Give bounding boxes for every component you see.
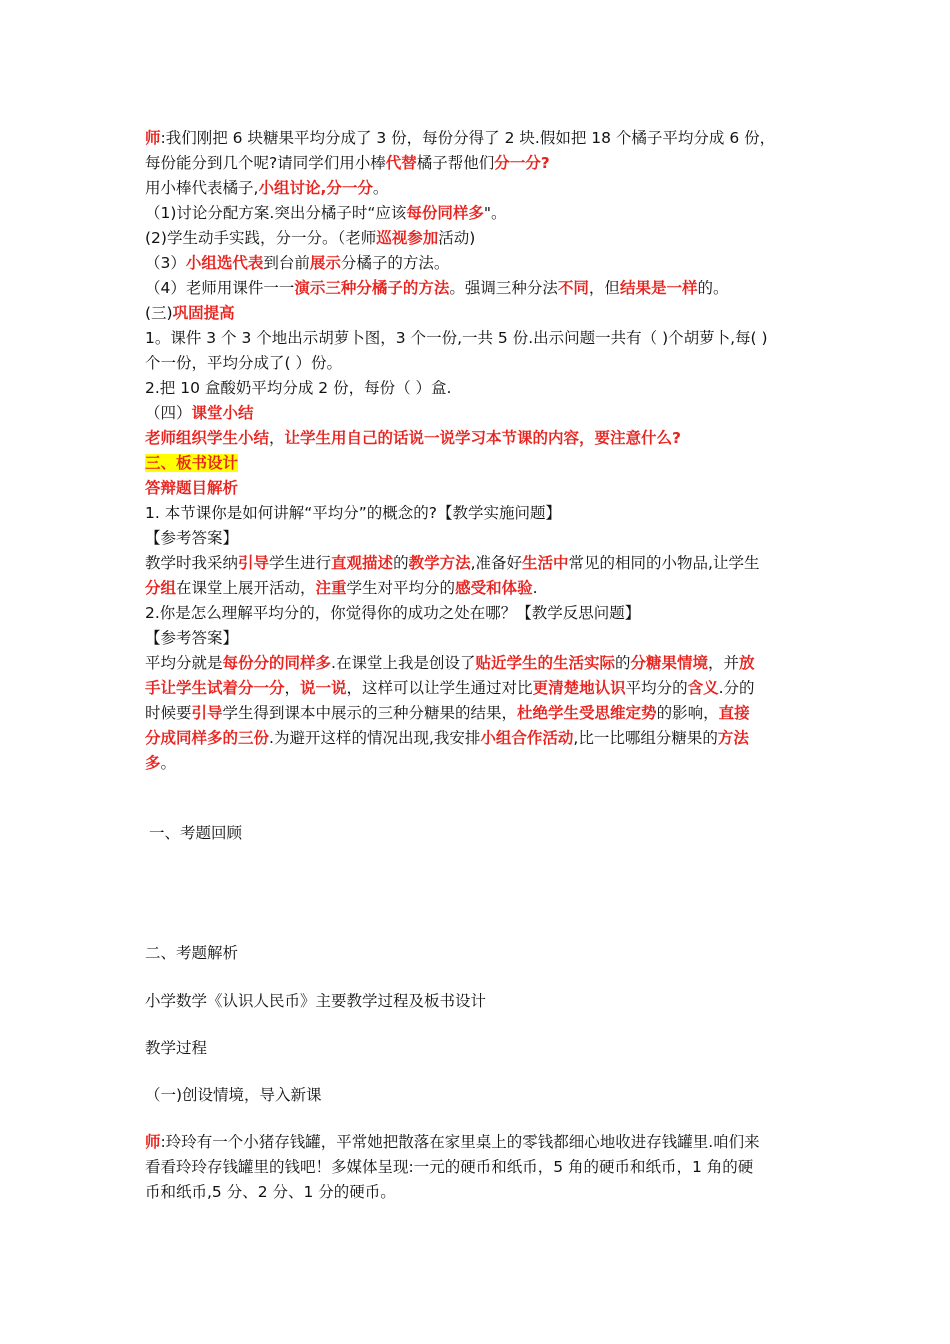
emphasis: 演示三种分橘子的方法 <box>294 279 450 297</box>
line-16 <box>145 502 561 524</box>
line-1 <box>145 127 775 149</box>
emphasis: 代替 <box>385 154 417 172</box>
emphasis: 分一分? <box>494 154 550 172</box>
emphasis: 分糖果情境 <box>630 654 709 672</box>
emphasis: 直观描述 <box>331 554 394 572</box>
text: 的影响， <box>656 704 719 722</box>
line-8 <box>145 302 235 324</box>
line-5 <box>145 227 475 249</box>
speaker-teacher: 师 <box>145 1133 161 1151</box>
text: 的。 <box>697 279 729 297</box>
text: ，这样可以让学生通过对比 <box>346 679 533 697</box>
line-18 <box>145 552 759 574</box>
emphasis: 不同 <box>557 279 589 297</box>
text: 。强调三种分法 <box>449 279 558 297</box>
text: ， <box>284 679 301 697</box>
emphasis: 小组选代表 <box>185 254 264 272</box>
text: 活动) <box>438 229 476 247</box>
line-15 <box>145 477 238 499</box>
emphasis: 小组合作活动 <box>480 729 574 747</box>
line-26 <box>145 752 176 774</box>
text: 教学时我采纳 <box>145 554 239 572</box>
line-10 <box>145 352 342 374</box>
line-33 <box>145 1156 753 1178</box>
line-25 <box>145 727 749 749</box>
text: :我们刚把 6 块糖果平均分成了 3 份，每份分得了 2 块.假如把 18 个橘子平均分成 6 份， <box>160 129 776 147</box>
heading-exam-review <box>149 822 242 844</box>
section-heading: 巩固提高 <box>172 304 235 322</box>
text: .为避开这样的情况出现,我安排 <box>269 729 481 747</box>
heading-teaching-process <box>145 1037 207 1059</box>
line-13 <box>145 427 681 449</box>
text: . <box>532 579 538 597</box>
line-14 <box>145 452 238 474</box>
emphasis: 多 <box>145 754 161 772</box>
section-heading: 答辩题目解析 <box>145 479 239 497</box>
text: （3） <box>145 254 186 272</box>
text: 2.你是怎么理解平均分的，你觉得你的成功之处在哪？【教学反思问题】 <box>145 604 641 622</box>
text: （1)讨论分配方案.突出分橘子时“应该 <box>145 204 407 222</box>
text: 分橘子的方法。 <box>340 254 450 272</box>
line-19 <box>145 577 538 599</box>
text: 常见的相同的小物品,让学生 <box>568 554 760 572</box>
text: 时候要 <box>145 704 192 722</box>
text: .分的 <box>718 679 755 697</box>
text: 学生对平均分的 <box>346 579 456 597</box>
text: （一)创设情境，导入新课 <box>145 1086 322 1104</box>
text: 小学数学《认识人民币》主要教学过程及板书设计 <box>145 992 487 1010</box>
line-9 <box>145 327 768 349</box>
line-7 <box>145 277 728 299</box>
emphasis: 结果是一样 <box>619 279 698 297</box>
emphasis: 让学生用自己的话说一说学习本节课的内容，要注意什么? <box>284 429 682 447</box>
text: 看看玲玲存钱罐里的钱吧！多媒体呈现:一元的硬币和纸币，5 角的硬币和纸币，1 角的硬 <box>145 1158 754 1176</box>
line-20 <box>145 602 640 624</box>
line-12 <box>145 402 254 424</box>
emphasis: 生活中 <box>522 554 569 572</box>
text: 平均分的 <box>625 679 688 697</box>
text: 的 <box>614 654 631 672</box>
emphasis: 方法 <box>717 729 749 747</box>
text: 币和纸币,5 分、2 分、1 分的硬币。 <box>145 1183 396 1201</box>
text: 学生进行 <box>269 554 332 572</box>
speaker-teacher: 师 <box>145 129 161 147</box>
text: 用小棒代表橘子, <box>145 179 259 197</box>
text: （四） <box>145 404 192 422</box>
text: 到台前 <box>263 254 310 272</box>
text: （4）老师用课件一一 <box>145 279 295 297</box>
text: "。 <box>483 204 507 222</box>
emphasis: 杜绝学生受思维定势 <box>517 704 657 722</box>
emphasis: 教学方法 <box>408 554 471 572</box>
emphasis: 每份分的同样多 <box>222 654 332 672</box>
text: ,准备好 <box>470 554 523 572</box>
text: 橘子帮他们 <box>416 154 495 172</box>
text: 个一份，平均分成了( ）份。 <box>145 354 342 372</box>
text: 1。课件 3 个 3 个地出示胡萝卜图，3 个一份,一共 5 份.出示问题一共有（ )个胡萝卜,每( ) <box>145 329 768 347</box>
line-22 <box>145 652 755 674</box>
text: 2.把 10 盒酸奶平均分成 2 份，每份（ ）盒. <box>145 379 452 397</box>
emphasis: 贴近学生的生活实际 <box>475 654 615 672</box>
text: ，并 <box>708 654 740 672</box>
text: ,比一比哪组分糖果的 <box>573 729 718 747</box>
emphasis: 说一说 <box>300 679 347 697</box>
text: 学生得到课本中展示的三种分糖果的结果， <box>222 704 518 722</box>
subheading-intro <box>145 1084 322 1106</box>
text: 的 <box>393 554 409 572</box>
text: 一、考题回顾 <box>149 824 243 842</box>
emphasis: 引导 <box>191 704 223 722</box>
text: 1. 本节课你是如何讲解“平均分”的概念的?【教学实施问题】 <box>145 504 562 522</box>
text: ， <box>269 429 285 447</box>
line-24 <box>145 702 750 724</box>
emphasis: 小组讨论,分一分 <box>258 179 373 197</box>
line-11 <box>145 377 451 399</box>
text: ，但 <box>588 279 620 297</box>
line-32 <box>145 1131 760 1153</box>
line-23 <box>145 677 755 699</box>
emphasis: 老师组织学生小结 <box>145 429 270 447</box>
emphasis: 含义 <box>687 679 719 697</box>
emphasis: 引导 <box>238 554 270 572</box>
line-3 <box>145 177 388 199</box>
emphasis: 展示 <box>309 254 341 272</box>
heading-exam-analysis <box>145 942 238 964</box>
emphasis: 巡视参加 <box>376 229 439 247</box>
text: (三) <box>145 304 173 322</box>
section-heading: 课堂小结 <box>191 404 254 422</box>
text: 每份能分到几个呢?请同学们用小棒 <box>145 154 386 172</box>
text: (2)学生动手实践，分一分。（老师 <box>145 229 377 247</box>
text: 。 <box>372 179 389 197</box>
text: 【参考答案】 <box>145 629 239 647</box>
text: .在课堂上我是创设了 <box>331 654 476 672</box>
emphasis: 更清楚地认识 <box>532 679 626 697</box>
line-4 <box>145 202 507 224</box>
emphasis: 注重 <box>315 579 347 597</box>
emphasis: 分组 <box>145 579 177 597</box>
text: 平均分就是 <box>145 654 223 672</box>
text: 二、考题解析 <box>145 944 239 962</box>
emphasis: 每份同样多 <box>406 204 484 222</box>
text: :玲玲有一个小猪存钱罐，平常她把散落在家里桌上的零钱都细心地收进存钱罐里.咱们来 <box>160 1133 760 1151</box>
emphasis: 放 <box>739 654 755 672</box>
emphasis: 手让学生试着分一分 <box>145 679 285 697</box>
line-17 <box>145 527 238 549</box>
emphasis: 分成同样多的三份 <box>145 729 270 747</box>
lesson-title <box>145 990 486 1012</box>
emphasis: 感受和体验 <box>455 579 533 597</box>
emphasis: 直接 <box>718 704 750 722</box>
text: 【参考答案】 <box>145 529 239 547</box>
line-6 <box>145 252 449 274</box>
line-34 <box>145 1181 396 1203</box>
line-2 <box>145 152 550 174</box>
text: 在课堂上展开活动， <box>176 579 316 597</box>
section-heading-board-design: 三、板书设计 <box>145 454 239 472</box>
text: 。 <box>160 754 177 772</box>
line-21 <box>145 627 238 649</box>
text: 教学过程 <box>145 1039 208 1057</box>
